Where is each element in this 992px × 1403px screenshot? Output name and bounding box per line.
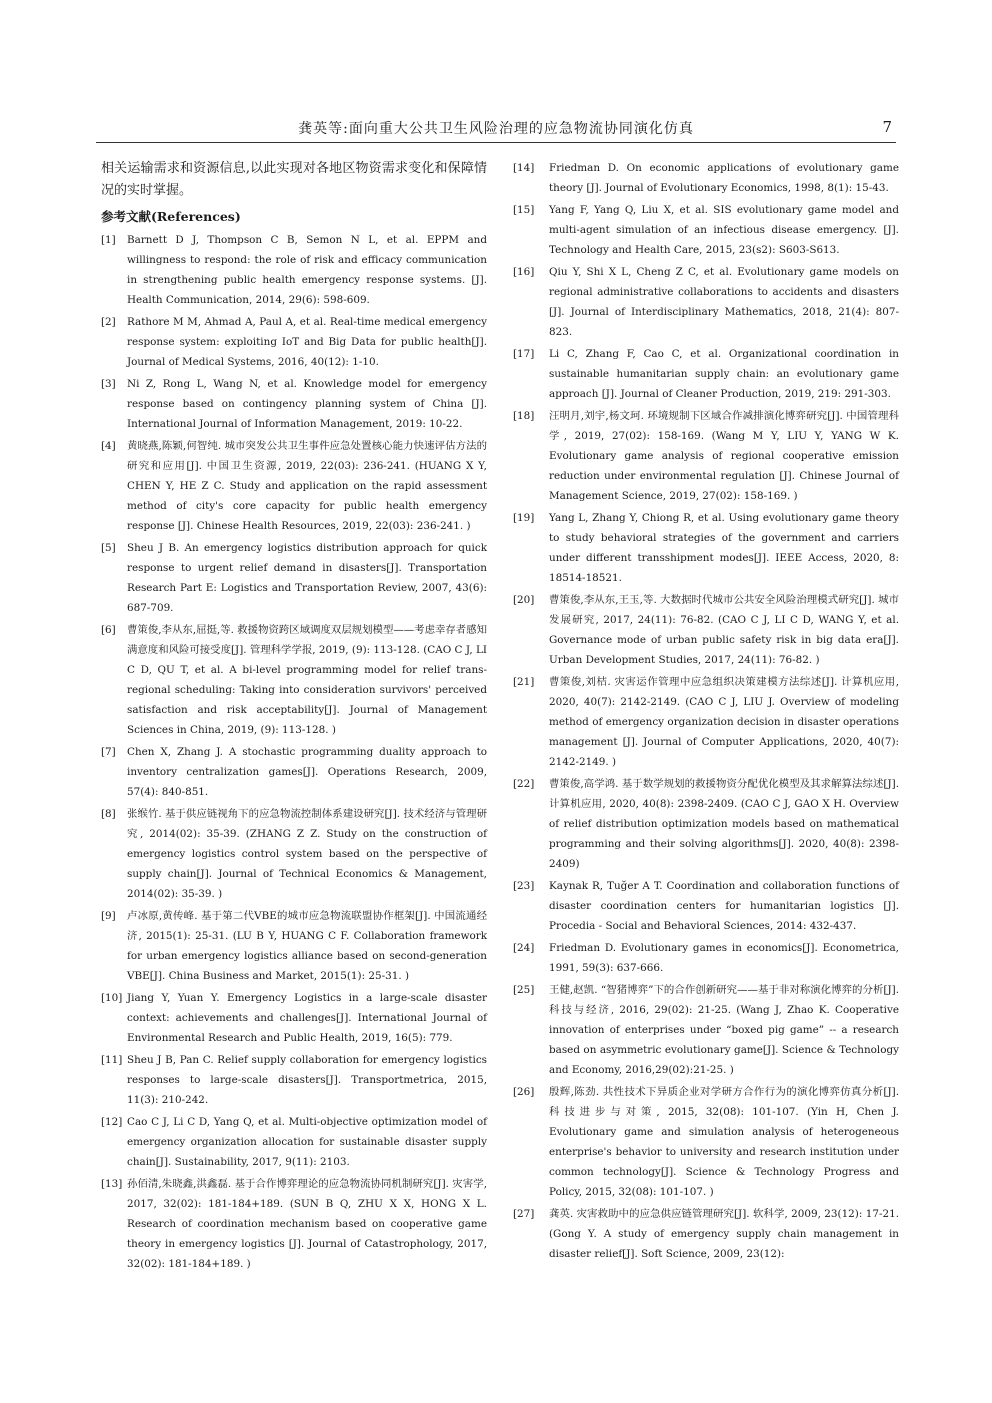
reference-text: Barnett D J, Thompson C B, Semon N L, et al. EPPM and willingness to respond: the role of risk and efficacy communication in strengthening public health emergency response systems. [J]. Health Communication, 2014, 29(6): 598-609. [127,234,487,306]
intro-paragraph: 相关运输需求和资源信息,以此实现对各地区物资需求变化和保障情况的实时掌握。 [101,161,487,198]
reference-number: [20] [513,594,535,606]
left-column [101,158,487,1276]
running-header [96,116,896,143]
reference-item [101,538,487,618]
reference-item [101,988,487,1048]
reference-text: 孙佰清,朱晓鑫,洪鑫磊. 基于合作博弈理论的应急物流协同机制研究[J]. 灾害学, 2017, 32(02): 181-184+189. (SUN B Q, ZHU X X, HONG X L. Research of coordination mechanism based on cooperative game theory in emergency logistics [J]. Journal of Catastrophology, 2017, 32(02): 181-184+189. ) [127,1178,487,1270]
reference-number: [16] [513,266,535,278]
reference-text: 曹策俊,刘桔. 灾害运作管理中应急组织决策建模方法综述[J]. 计算机应用, 2020, 40(7): 2142-2149. (CAO C J, LIU J. Overview of modeling method of emergency organization decision in disaster operations management [J]. Journal of Computer Applications, 2020, 40(7): 2142-2149. ) [549,676,899,768]
reference-text: Friedman D. Evolutionary games in economics[J]. Econometrica, 1991, 59(3): 637-666. [549,942,899,974]
reference-item [513,1204,899,1264]
reference-number: [24] [513,942,535,954]
reference-text: Friedman D. On economic applications of evolutionary game theory [J]. Journal of Evolutionary Economics, 1998, 8(1): 15-43. [549,162,899,194]
reference-item [101,1174,487,1274]
reference-number: [4] [101,440,116,452]
reference-text: 王健,赵凯. “智猪博弈”下的合作创新研究——基于非对称演化博弈的分析[J]. 科技与经济, 2016, 29(02): 21-25. (Wang J, Zhao K. Cooperative innovation of enterprises under “boxed pig game” -- a research based on asymmetric evolutionary game[J]. Science & Technology and Economy, 2016,29(02):21-25. ) [549,984,899,1076]
reference-text: Chen X, Zhang J. A stochastic programming duality approach to inventory centralization games[J]. Operations Research, 2009, 57(4): 840-851. [127,746,487,798]
reference-item [513,158,899,198]
reference-number: [13] [101,1178,123,1190]
reference-item [513,262,899,342]
reference-text: 汪明月,刘宇,杨文珂. 环境规制下区域合作减排演化博弈研究[J]. 中国管理科学, 2019, 27(02): 158-169. (Wang M Y, LIU Y, YANG W K. Evolutionary game analysis of regional cooperative emission reduction under environmental regulation [J]. Chinese Journal of Management Science, 2019, 27(02): 158-169. ) [549,410,899,502]
reference-list-right [513,158,899,1264]
reference-text: Yang F, Yang Q, Liu X, et al. SIS evolutionary game model and multi-agent simulation of an infectious disease emergency. [J]. Technology and Health Care, 2015, 23(s2): S603-S613. [549,204,899,256]
reference-text: Rathore M M, Ahmad A, Paul A, et al. Real-time medical emergency response system: exploiting IoT and Big Data for public health[J]. Journal of Medical Systems, 2016, 40(12): 1-10. [127,316,487,368]
reference-number: [18] [513,410,535,422]
reference-text: Ni Z, Rong L, Wang N, et al. Knowledge model for emergency response based on contingency planning system of China [J]. International Journal of Information Management, 2019: 10-22. [127,378,487,430]
reference-item [513,774,899,874]
reference-number: [7] [101,746,116,758]
reference-item [513,200,899,260]
reference-number: [19] [513,512,535,524]
reference-item [101,1112,487,1172]
reference-number: [21] [513,676,535,688]
reference-text: Sheu J B, Pan C. Relief supply collaboration for emergency logistics responses to large-scale disasters[J]. Transportmetrica, 2015, 11(3): 210-242. [127,1054,487,1106]
reference-number: [22] [513,778,535,790]
reference-text: Jiang Y, Yuan Y. Emergency Logistics in a large-scale disaster context: achievements and challenges[J]. International Journal of Environmental Research and Public Health, 2019, 16(5): 779. [127,992,487,1044]
reference-number: [10] [101,992,123,1004]
reference-item [101,374,487,434]
reference-number: [8] [101,808,116,820]
reference-number: [5] [101,542,116,554]
reference-text: 黄晓燕,陈颖,何智纯. 城市突发公共卫生事件应急处置核心能力快速评估方法的研究和应用[J]. 中国卫生资源, 2019, 22(03): 236-241. (HUANG X Y, CHEN Y, HE Z C. Study and application on the rapid assessment method of city's core capacity for public health emergency response [J]. Chinese Health Resources, 2019, 22(03): 236-241. ) [127,440,487,532]
reference-text: 曹策俊,李从东,王玉,等. 大数据时代城市公共安全风险治理模式研究[J]. 城市发展研究, 2017, 24(11): 76-82. (CAO C J, LI C D, WANG Y, et al. Governance mode of urban public safety risk in big data era[J]. Urban Development Studies, 2017, 24(11): 76-82. ) [549,594,899,666]
reference-number: [1] [101,234,116,246]
reference-item [101,804,487,904]
reference-item [513,938,899,978]
reference-text: 卢冰原,黄传峰. 基于第二代VBE的城市应急物流联盟协作框架[J]. 中国流通经济, 2015(1): 25-31. (LU B Y, HUANG C F. Collaboration framework for urban emergency logistics alliance based on second-generation VBE[J]. China Business and Market, 2015(1): 25-31. ) [127,910,487,982]
reference-item [513,672,899,772]
reference-number: [23] [513,880,535,892]
reference-number: [9] [101,910,116,922]
reference-text: Yang L, Zhang Y, Chiong R, et al. Using evolutionary game theory to study behavioral strategies of the government and carriers under different transshipment modes[J]. IEEE Access, 2020, 8: 18514-18521. [549,512,899,584]
reference-list-left [101,230,487,1274]
reference-item [513,876,899,936]
reference-text: 殷辉,陈劲. 共性技术下异质企业对学研方合作行为的演化博弈仿真分析[J]. 科技进步与对策, 2015, 32(08): 101-107. (Yin H, Chen J. Evolutionary game and simulation analysis of heterogeneous enterprise's behavior to university and research institution under common technology[J]. Science & Technology Progress and Policy, 2015, 32(08): 101-107. ) [549,1086,899,1198]
reference-text: 曹策俊,高学鸿. 基于数学规划的救援物资分配优化模型及其求解算法综述[J]. 计算机应用, 2020, 40(8): 2398-2409. (CAO C J, GAO X H. Overview of relief distribution optimization models based on mathematical programming and their solving algorithms[J]. 2020, 40(8): 2398-2409) [549,778,899,870]
reference-item [101,620,487,740]
reference-text: 曹策俊,李从东,屈挺,等. 救援物资跨区域调度双层规划模型——考虑幸存者感知满意度和风险可接受度[J]. 管理科学学报, 2019, (9): 113-128. (CAO C J, LI C D, QU T, et al. A bi-level programming model for relief trans-regional scheduling: Taking into consideration survivors' perceived satisfaction and risk acceptability[J]. Journal of Management Sciences in China, 2019, (9): 113-128. ) [127,624,487,736]
reference-number: [26] [513,1086,535,1098]
page-number: 7 [882,118,892,136]
reference-item [101,312,487,372]
reference-number: [12] [101,1116,123,1128]
reference-item [513,344,899,404]
reference-item [513,1082,899,1202]
reference-item [101,742,487,802]
reference-text: 张缑竹. 基于供应链视角下的应急物流控制体系建设研究[J]. 技术经济与管理研究, 2014(02): 35-39. (ZHANG Z Z. Study on the construction of emergency logistics control system based on the perspective of supply chain[J]. Journal of Technical Economics & Management, 2014(02): 35-39. ) [127,808,487,900]
reference-number: [27] [513,1208,535,1220]
reference-number: [15] [513,204,535,216]
reference-item [513,406,899,506]
reference-number: [25] [513,984,535,996]
reference-number: [3] [101,378,116,390]
reference-item [101,230,487,310]
reference-text: Sheu J B. An emergency logistics distribution approach for quick response to urgent relief demand in disasters[J]. Transportation Research Part E: Logistics and Transportation Review, 2007, 43(6): 687-709. [127,542,487,614]
reference-number: [11] [101,1054,123,1066]
reference-text: 龚英. 灾害救助中的应急供应链管理研究[J]. 软科学, 2009, 23(12): 17-21. (Gong Y. A study of emergency supply chain management in disaster relief[J]. Soft Science, 2009, 23(12): [549,1208,899,1260]
reference-item [513,508,899,588]
right-column [513,158,899,1266]
reference-text: Qiu Y, Shi X L, Cheng Z C, et al. Evolutionary game models on regional administrative collaborations to accidents and disasters [J]. Journal of Interdisciplinary Mathematics, 2018, 21(4): 807-823. [549,266,899,338]
reference-number: [6] [101,624,116,636]
reference-text: Cao C J, Li C D, Yang Q, et al. Multi-objective optimization model of emergency organization allocation for sustainable disaster supply chain[J]. Sustainability, 2017, 9(11): 2103. [127,1116,487,1168]
references-heading: 参考文献(References) [101,209,241,224]
reference-item [513,590,899,670]
reference-text: Li C, Zhang F, Cao C, et al. Organizational coordination in sustainable humanitarian supply chain: an evolutionary game approach [J]. Journal of Cleaner Production, 2019, 219: 291-303. [549,348,899,400]
reference-item [513,980,899,1080]
reference-number: [14] [513,162,535,174]
reference-item [101,436,487,536]
reference-item [101,906,487,986]
reference-number: [2] [101,316,116,328]
reference-text: Kaynak R, Tuğer A T. Coordination and collaboration functions of disaster coordination centers for humanitarian logistics [J]. Procedia - Social and Behavioral Sciences, 2014: 432-437. [549,880,899,932]
reference-number: [17] [513,348,535,360]
reference-item [101,1050,487,1110]
running-title: 龚英等:面向重大公共卫生风险治理的应急物流协同演化仿真 [298,121,694,137]
